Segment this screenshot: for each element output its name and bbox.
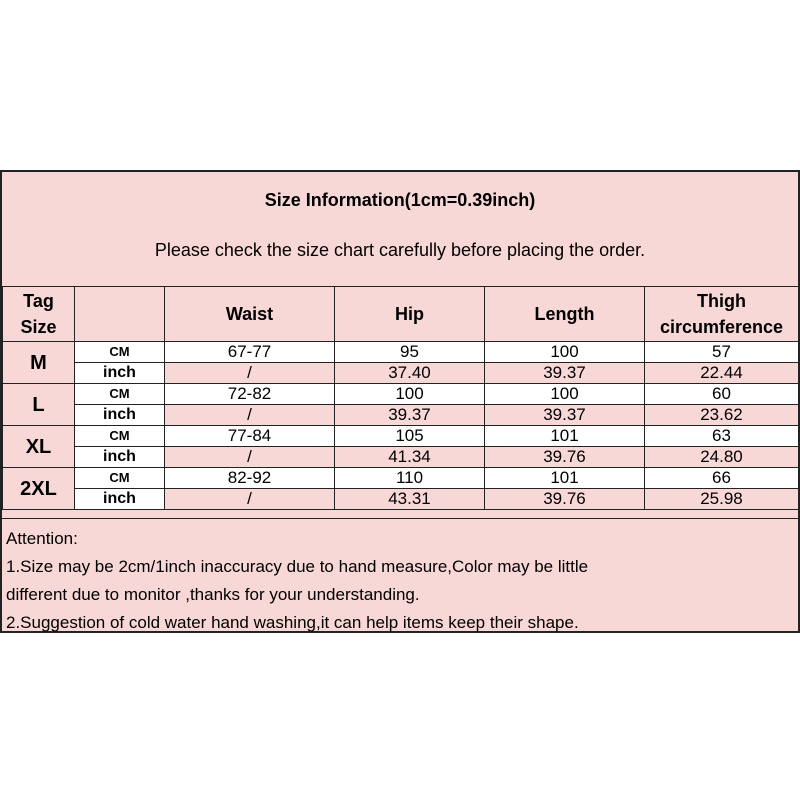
header-tag-size-line2: Size — [20, 317, 57, 337]
chart-header — [2, 172, 798, 287]
length-value: 101 — [485, 426, 645, 447]
header-unit — [75, 287, 165, 342]
notes-line-3: 2.Suggestion of cold water hand washing,it can help items keep their shape. — [6, 613, 579, 632]
length-value: 39.37 — [485, 405, 645, 426]
hip-value: 100 — [335, 384, 485, 405]
length-value: 39.76 — [485, 447, 645, 468]
thigh-value: 23.62 — [645, 405, 799, 426]
hip-value: 39.37 — [335, 405, 485, 426]
waist-value: 72-82 — [165, 384, 335, 405]
table-row — [3, 405, 799, 426]
chart-title: Size Information(1cm=0.39inch) — [264, 190, 536, 210]
header-thigh — [645, 287, 799, 342]
size-label: XL — [3, 426, 75, 468]
attention-notes — [2, 518, 798, 631]
unit-label: inch — [75, 363, 165, 384]
header-thigh-line1: Thigh — [697, 291, 746, 311]
thigh-value: 66 — [645, 468, 799, 489]
thigh-value: 60 — [645, 384, 799, 405]
hip-value: 41.34 — [335, 447, 485, 468]
table-row — [3, 363, 799, 384]
header-thigh-line2: circumference — [659, 317, 784, 337]
table-row — [3, 489, 799, 510]
hip-value: 37.40 — [335, 363, 485, 384]
table-row — [3, 447, 799, 468]
hip-value: 43.31 — [335, 489, 485, 510]
thigh-value: 63 — [645, 426, 799, 447]
waist-value: 67-77 — [165, 342, 335, 363]
header-length: Length — [485, 287, 645, 342]
thigh-value: 57 — [645, 342, 799, 363]
table-row — [3, 342, 799, 363]
length-value: 100 — [485, 342, 645, 363]
length-value: 100 — [485, 384, 645, 405]
thigh-value: 25.98 — [645, 489, 799, 510]
chart-subtitle: Please check the size chart carefully before placing the order. — [154, 240, 646, 260]
unit-label: CM — [75, 342, 165, 363]
hip-value: 105 — [335, 426, 485, 447]
table-header-row — [3, 287, 799, 342]
size-label: M — [3, 342, 75, 384]
waist-value: 82-92 — [165, 468, 335, 489]
size-label: L — [3, 384, 75, 426]
waist-value: / — [165, 447, 335, 468]
notes-heading: Attention: — [6, 529, 78, 548]
size-chart — [0, 170, 800, 633]
waist-value: / — [165, 489, 335, 510]
table-row — [3, 384, 799, 405]
length-value: 39.37 — [485, 363, 645, 384]
unit-label: inch — [75, 447, 165, 468]
waist-value: 77-84 — [165, 426, 335, 447]
length-value: 101 — [485, 468, 645, 489]
waist-value: / — [165, 363, 335, 384]
size-label: 2XL — [3, 468, 75, 510]
thigh-value: 22.44 — [645, 363, 799, 384]
unit-label: CM — [75, 426, 165, 447]
notes-line-1: 1.Size may be 2cm/1inch inaccuracy due to hand measure,Color may be little — [6, 557, 589, 576]
unit-label: CM — [75, 384, 165, 405]
hip-value: 110 — [335, 468, 485, 489]
table-row — [3, 468, 799, 489]
notes-line-2: different due to monitor ,thanks for your understanding. — [6, 585, 420, 604]
table-row — [3, 426, 799, 447]
header-waist: Waist — [165, 287, 335, 342]
waist-value: / — [165, 405, 335, 426]
header-tag-size-line1: Tag — [23, 291, 54, 311]
unit-label: CM — [75, 468, 165, 489]
header-tag-size — [3, 287, 75, 342]
length-value: 39.76 — [485, 489, 645, 510]
unit-label: inch — [75, 405, 165, 426]
thigh-value: 24.80 — [645, 447, 799, 468]
unit-label: inch — [75, 489, 165, 510]
hip-value: 95 — [335, 342, 485, 363]
header-hip: Hip — [335, 287, 485, 342]
size-table — [2, 286, 799, 510]
